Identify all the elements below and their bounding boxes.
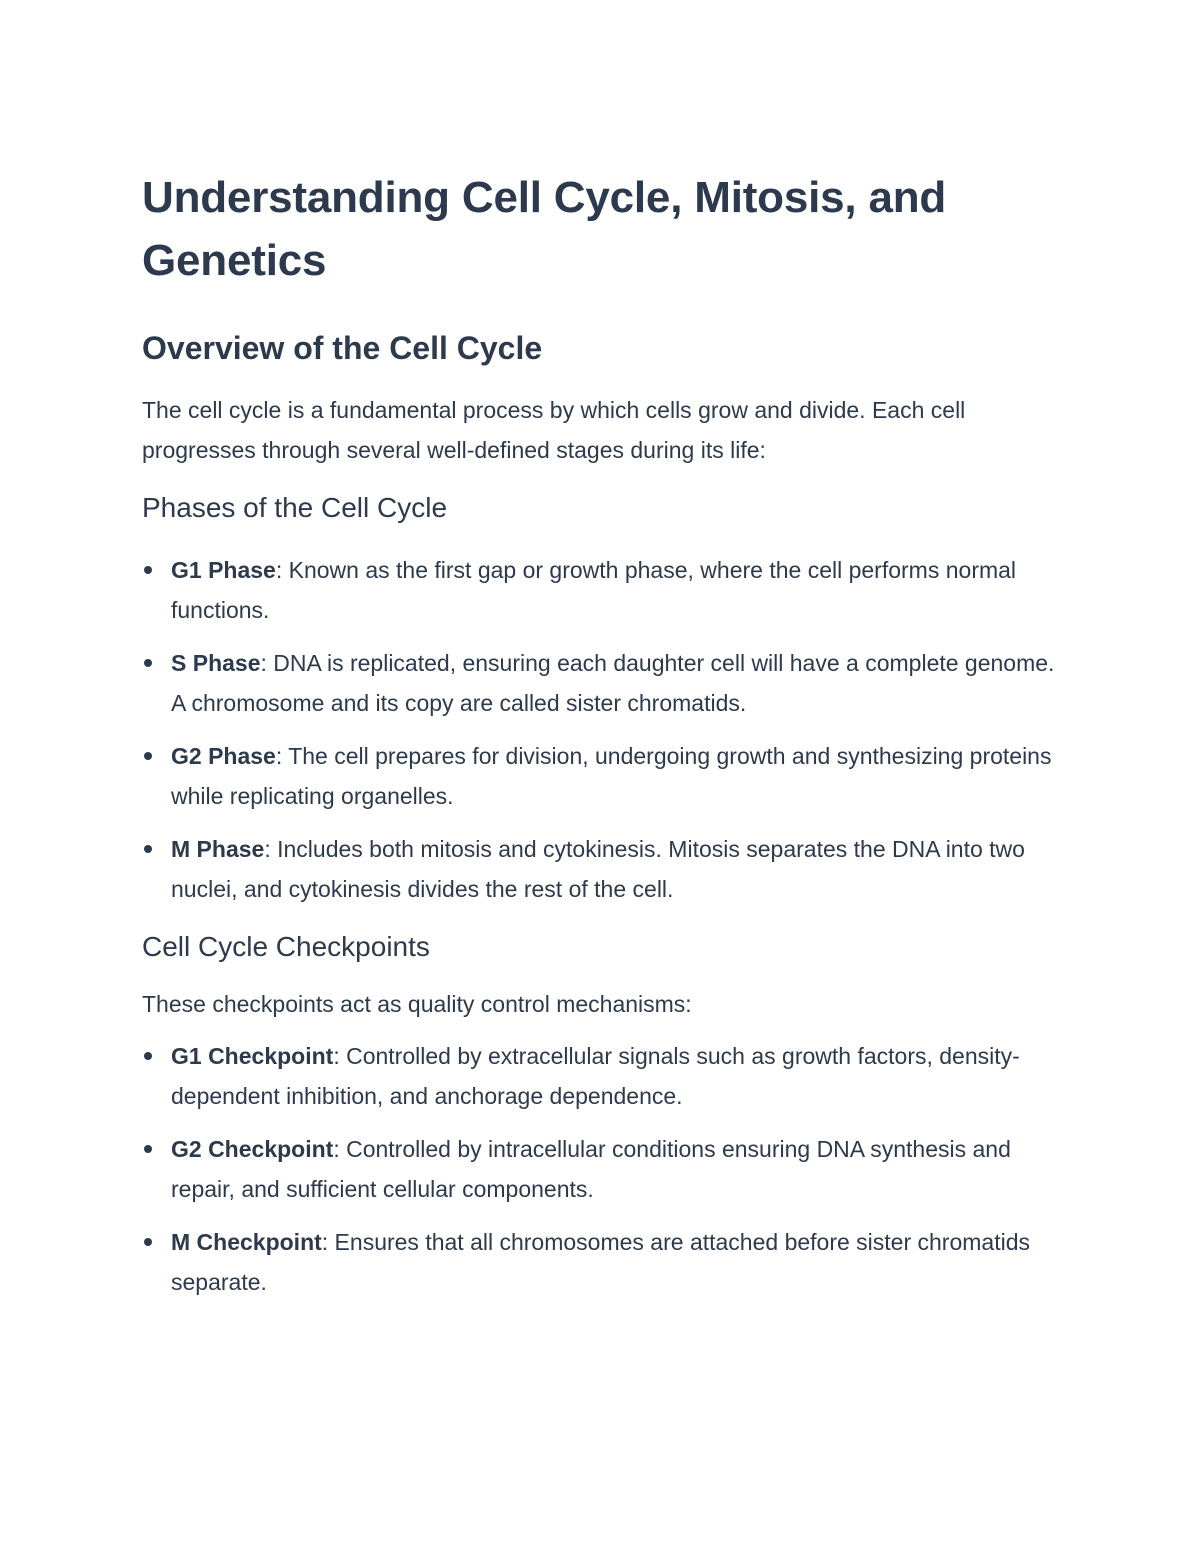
- list-item-g1-phase: [142, 550, 1060, 630]
- list-item-g2-phase: [142, 736, 1060, 816]
- term-description: : DNA is replicated, ensuring each daughter cell will have a complete genome. A chromosome and its copy are called sister chromatids.: [171, 650, 1055, 716]
- list-item-g1-checkpoint: [142, 1036, 1060, 1116]
- term-description: : Includes both mitosis and cytokinesis. Mitosis separates the DNA into two nuclei, and cytokinesis divides the rest of the cell.: [171, 836, 1025, 902]
- term-label: G1 Checkpoint: [171, 1043, 334, 1069]
- checkpoints-list: [142, 1036, 1060, 1302]
- list-item-m-phase: [142, 829, 1060, 909]
- page-title: Understanding Cell Cycle, Mitosis, and Genetics: [142, 173, 947, 285]
- phases-list: [142, 550, 1060, 909]
- term-label: S Phase: [171, 650, 261, 676]
- bullet-icon: [144, 659, 152, 667]
- list-item-m-checkpoint: [142, 1222, 1060, 1302]
- bullet-icon: [144, 752, 152, 760]
- term-description: : Ensures that all chromosomes are attached before sister chromatids separate.: [171, 1229, 1030, 1295]
- overview-paragraph: The cell cycle is a fundamental process by which cells grow and divide. Each cell progresses through several well-defined stages during its life:: [142, 397, 966, 463]
- bullet-icon: [144, 1238, 152, 1246]
- term-description: : Controlled by extracellular signals such as growth factors, density-dependent inhibition, and anchorage dependence.: [171, 1043, 1020, 1109]
- bullet-icon: [144, 566, 152, 574]
- term-description: : The cell prepares for division, undergoing growth and synthesizing proteins while replicating organelles.: [171, 743, 1052, 809]
- bullet-icon: [144, 845, 152, 853]
- term-description: : Controlled by intracellular conditions ensuring DNA synthesis and repair, and sufficient cellular components.: [171, 1136, 1011, 1202]
- term-description: : Known as the first gap or growth phase, where the cell performs normal functions.: [171, 557, 1017, 623]
- checkpoints-intro: These checkpoints act as quality control mechanisms:: [142, 991, 692, 1017]
- bullet-icon: [144, 1145, 152, 1153]
- list-item-g2-checkpoint: [142, 1129, 1060, 1209]
- term-label: G2 Checkpoint: [171, 1136, 334, 1162]
- term-label: M Checkpoint: [171, 1229, 322, 1255]
- term-label: G2 Phase: [171, 743, 276, 769]
- section-heading-overview: Overview of the Cell Cycle: [142, 330, 543, 366]
- term-label: M Phase: [171, 836, 265, 862]
- list-item-s-phase: [142, 643, 1060, 723]
- subheading-phases: Phases of the Cell Cycle: [142, 492, 448, 523]
- bullet-icon: [144, 1052, 152, 1060]
- subheading-checkpoints: Cell Cycle Checkpoints: [142, 931, 430, 962]
- term-label: G1 Phase: [171, 557, 276, 583]
